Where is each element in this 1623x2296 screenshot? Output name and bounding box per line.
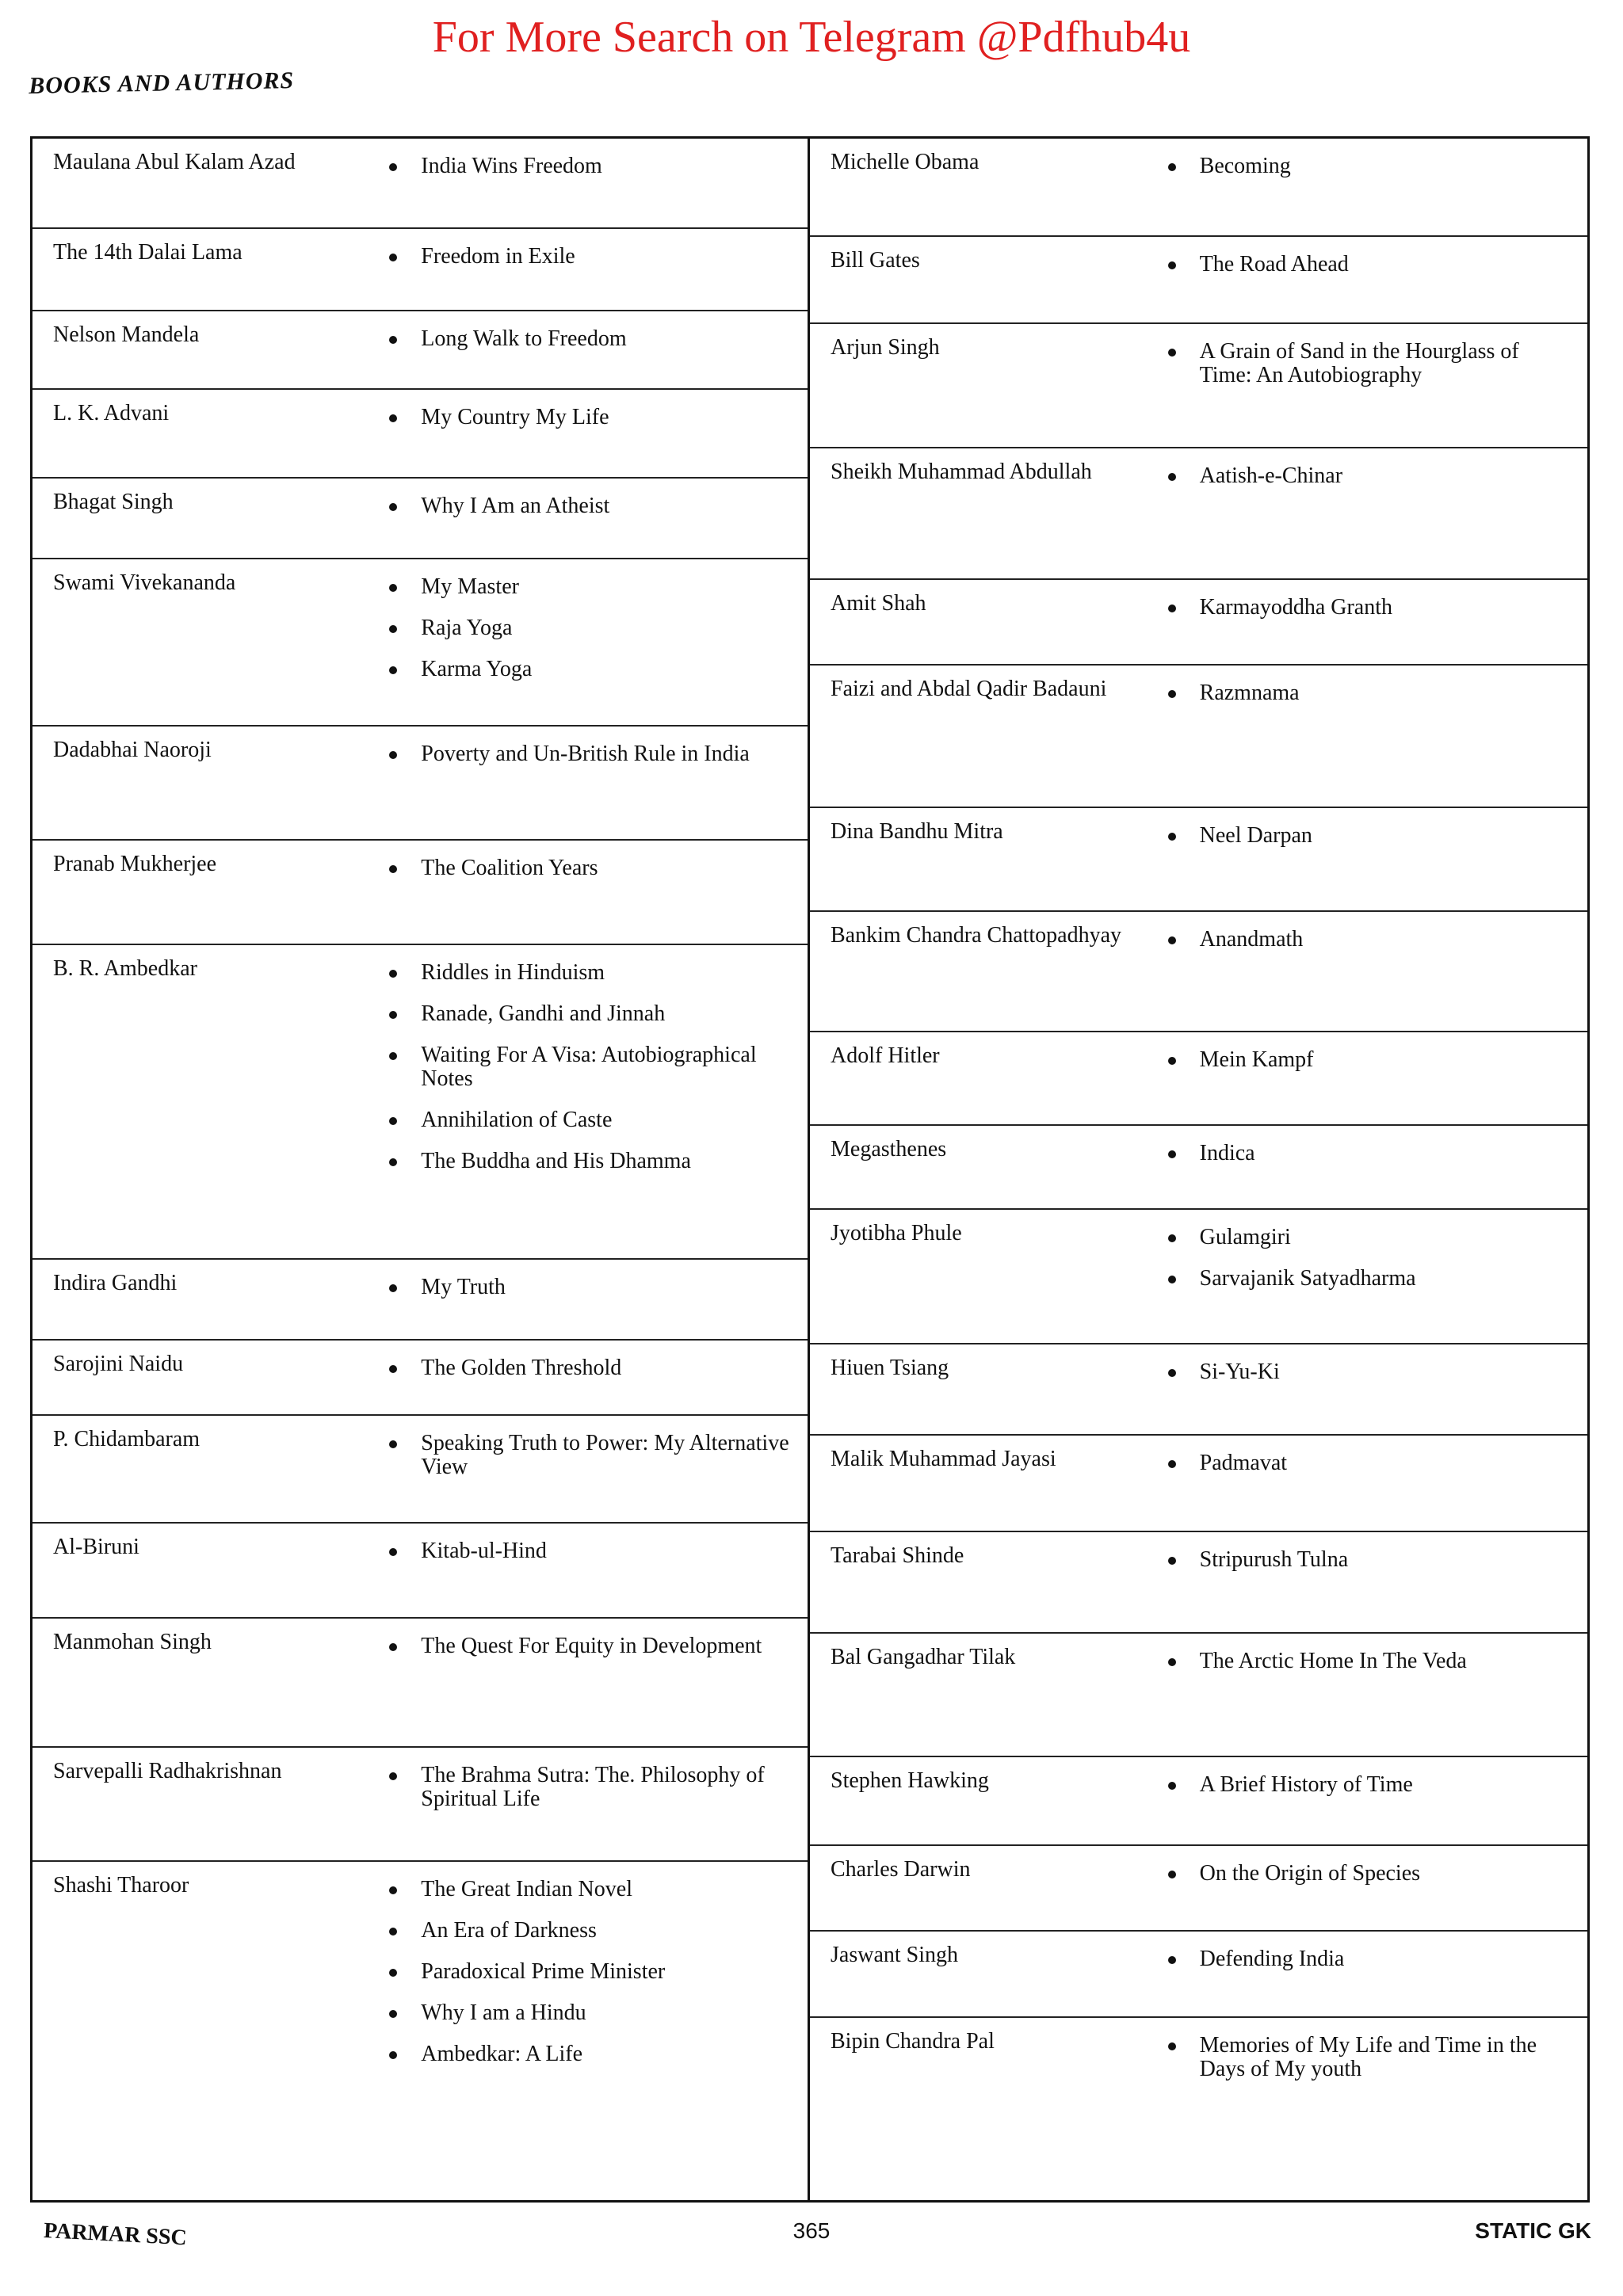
book-title: Memories of My Life and Time in the Days of My youth xyxy=(1165,2034,1573,2081)
author-name: Stephen Hawking xyxy=(831,1768,989,1793)
author-name: P. Chidambaram xyxy=(53,1427,200,1452)
author-name: Sheikh Muhammad Abdullah xyxy=(831,460,1092,485)
book-title: Poverty and Un-British Rule in India xyxy=(386,742,793,766)
table-row xyxy=(810,1846,1587,1932)
book-list xyxy=(1165,677,1573,797)
table-row xyxy=(32,390,808,479)
book-title: Stripurush Tulna xyxy=(1165,1548,1573,1572)
right-column xyxy=(810,139,1587,2200)
book-title: Becoming xyxy=(1165,154,1573,178)
book-list xyxy=(386,490,793,548)
book-title: India Wins Freedom xyxy=(386,154,793,178)
book-list xyxy=(1165,1543,1573,1623)
table-row xyxy=(810,912,1587,1032)
table-row xyxy=(810,666,1587,808)
book-title: Kitab-ul-Hind xyxy=(386,1539,793,1563)
author-name: Arjun Singh xyxy=(831,334,940,360)
book-title: Freedom in Exile xyxy=(386,245,793,269)
book-list xyxy=(386,1271,793,1329)
book-title: A Grain of Sand in the Hourglass of Time: An Autobiography xyxy=(1165,340,1573,387)
footer-publisher: PARMAR SSC xyxy=(43,2218,188,2251)
author-name: Sarojini Naidu xyxy=(53,1351,184,1376)
table-row xyxy=(810,2018,1587,2200)
table-row xyxy=(32,1260,808,1341)
book-list xyxy=(1165,1221,1573,1333)
author-name: Hiuen Tsiang xyxy=(831,1355,949,1380)
book-title: Why I am a Hindu xyxy=(386,2001,793,2025)
table-row xyxy=(810,580,1587,666)
author-name: Bankim Chandra Chattopadhyay xyxy=(831,923,1122,948)
author-name: Sarvepalli Radhakrishnan xyxy=(53,1759,282,1784)
table-row xyxy=(32,841,808,945)
book-list xyxy=(1165,1645,1573,1746)
book-title: Long Walk to Freedom xyxy=(386,327,793,351)
book-list xyxy=(386,956,793,1249)
table-row xyxy=(32,945,808,1260)
book-list xyxy=(1165,150,1573,226)
book-title: Mein Kampf xyxy=(1165,1048,1573,1072)
author-name: Amit Shah xyxy=(831,591,926,616)
table-row xyxy=(32,1862,808,2200)
table-row xyxy=(32,139,808,229)
book-list xyxy=(1165,591,1573,654)
book-list xyxy=(386,1535,793,1608)
table-row xyxy=(810,237,1587,324)
author-name: Dina Bandhu Mitra xyxy=(831,818,1003,844)
author-name: Pranab Mukherjee xyxy=(53,852,217,877)
table-row xyxy=(32,229,808,311)
table-row xyxy=(810,1634,1587,1757)
book-title: Annihilation of Caste xyxy=(386,1108,793,1132)
author-name: B. R. Ambedkar xyxy=(53,955,197,981)
author-name: Swami Vivekananda xyxy=(53,570,236,595)
book-title: The Road Ahead xyxy=(1165,253,1573,277)
author-name: Malik Muhammad Jayasi xyxy=(831,1447,1056,1472)
footer-subject: STATIC GK xyxy=(1475,2218,1591,2243)
author-name: L. K. Advani xyxy=(53,401,170,426)
author-name: Jyotibha Phule xyxy=(831,1220,962,1245)
author-name: Michelle Obama xyxy=(831,150,980,174)
book-list xyxy=(1165,1137,1573,1199)
book-title: Karmayoddha Granth xyxy=(1165,596,1573,620)
book-title: My Truth xyxy=(386,1276,793,1299)
book-list xyxy=(386,322,793,379)
table-row xyxy=(810,1757,1587,1846)
book-title: Si-Yu-Ki xyxy=(1165,1360,1573,1384)
author-name: Dadabhai Naoroji xyxy=(53,738,212,763)
book-title: The Great Indian Novel xyxy=(386,1878,793,1901)
book-title: My Country My Life xyxy=(386,406,793,429)
book-title: Waiting For A Visa: Autobiographical Notes xyxy=(386,1043,793,1091)
book-title: The Golden Threshold xyxy=(386,1356,793,1380)
book-list xyxy=(386,852,793,934)
book-title: The Buddha and His Dhamma xyxy=(386,1150,793,1173)
author-name: Faizi and Abdal Qadir Badauni xyxy=(831,676,1107,701)
book-title: Sarvajanik Satyadharma xyxy=(1165,1267,1573,1291)
table-row xyxy=(810,1032,1587,1126)
book-list xyxy=(1165,248,1573,313)
author-name: Adolf Hitler xyxy=(831,1043,940,1069)
books-authors-table xyxy=(30,136,1590,2203)
book-list xyxy=(386,1427,793,1512)
book-title: Neel Darpan xyxy=(1165,824,1573,848)
book-title: Defending India xyxy=(1165,1947,1573,1971)
book-list xyxy=(386,570,793,715)
book-title: A Brief History of Time xyxy=(1165,1773,1573,1797)
table-row xyxy=(810,1126,1587,1210)
book-title: Indica xyxy=(1165,1142,1573,1165)
section-title: BOOKS AND AUTHORS xyxy=(29,67,295,99)
book-title: On the Origin of Species xyxy=(1165,1862,1573,1886)
book-list xyxy=(1165,1857,1573,1920)
book-title: Razmnama xyxy=(1165,681,1573,705)
book-list xyxy=(1165,335,1573,438)
author-name: The 14th Dalai Lama xyxy=(53,239,242,265)
table-row xyxy=(810,1436,1587,1532)
table-row xyxy=(810,1932,1587,2019)
book-list xyxy=(386,1873,793,2191)
book-list xyxy=(1165,923,1573,1021)
author-name: Nelson Mandela xyxy=(53,322,200,347)
table-row xyxy=(32,479,808,559)
author-name: Manmohan Singh xyxy=(53,1629,212,1654)
book-title: The Coalition Years xyxy=(386,856,793,880)
book-title: Raja Yoga xyxy=(386,616,793,640)
book-list xyxy=(1165,819,1573,902)
table-row xyxy=(810,324,1587,449)
book-list xyxy=(1165,1356,1573,1425)
table-row xyxy=(810,1532,1587,1634)
author-name: Bipin Chandra Pal xyxy=(831,2029,995,2054)
book-title: Gulamgiri xyxy=(1165,1226,1573,1249)
author-name: Jaswant Singh xyxy=(831,1942,958,1967)
author-name: Shashi Tharoor xyxy=(53,1873,189,1898)
table-row xyxy=(810,808,1587,913)
author-name: Indira Gandhi xyxy=(53,1270,178,1295)
table-row xyxy=(32,1619,808,1749)
book-title: Aatish-e-Chinar xyxy=(1165,464,1573,488)
book-title: Padmavat xyxy=(1165,1451,1573,1475)
book-title: Speaking Truth to Power: My Alternative View xyxy=(386,1432,793,1479)
book-list xyxy=(386,150,793,218)
book-list xyxy=(386,738,793,830)
author-name: Maulana Abul Kalam Azad xyxy=(53,150,296,174)
book-title: Paradoxical Prime Minister xyxy=(386,1960,793,1984)
book-title: Ranade, Gandhi and Jinnah xyxy=(386,1002,793,1026)
author-name: Charles Darwin xyxy=(831,1856,971,1882)
book-title: An Era of Darkness xyxy=(386,1919,793,1943)
table-row xyxy=(810,139,1587,237)
table-row xyxy=(810,1210,1587,1344)
table-row xyxy=(32,1416,808,1524)
author-name: Bal Gangadhar Tilak xyxy=(831,1645,1016,1670)
book-title: Ambedkar: A Life xyxy=(386,2042,793,2066)
book-list xyxy=(386,1759,793,1851)
book-list xyxy=(386,240,793,300)
author-name: Al-Biruni xyxy=(53,1535,139,1560)
book-title: Karma Yoga xyxy=(386,658,793,681)
telegram-banner: For More Search on Telegram @Pdfhub4u xyxy=(432,13,1191,62)
author-name: Tarabai Shinde xyxy=(831,1543,964,1569)
book-list xyxy=(1165,1447,1573,1521)
book-list xyxy=(1165,460,1573,569)
table-row xyxy=(32,559,808,727)
author-name: Bill Gates xyxy=(831,247,920,273)
table-row xyxy=(32,1524,808,1619)
table-row xyxy=(32,727,808,841)
left-column xyxy=(32,139,810,2200)
footer-page-number: 365 xyxy=(792,2218,831,2243)
table-row xyxy=(810,1344,1587,1436)
book-title: My Master xyxy=(386,575,793,599)
table-row xyxy=(32,1341,808,1417)
book-title: The Brahma Sutra: The. Philosophy of Spiritual Life xyxy=(386,1764,793,1811)
book-list xyxy=(1165,1043,1573,1115)
book-list xyxy=(1165,1943,1573,2008)
book-title: The Arctic Home In The Veda xyxy=(1165,1650,1573,1673)
book-list xyxy=(386,1630,793,1737)
table-row xyxy=(32,311,808,391)
book-list xyxy=(1165,1768,1573,1835)
author-name: Bhagat Singh xyxy=(53,490,174,515)
book-list xyxy=(386,1352,793,1405)
book-title: The Quest For Equity in Development xyxy=(386,1634,793,1658)
book-title: Riddles in Hinduism xyxy=(386,961,793,985)
book-list xyxy=(386,401,793,467)
book-list xyxy=(1165,2029,1573,2191)
author-name: Megasthenes xyxy=(831,1137,947,1162)
book-title: Why I Am an Atheist xyxy=(386,494,793,518)
book-title: Anandmath xyxy=(1165,928,1573,952)
table-row xyxy=(32,1748,808,1862)
table-row xyxy=(810,448,1587,580)
